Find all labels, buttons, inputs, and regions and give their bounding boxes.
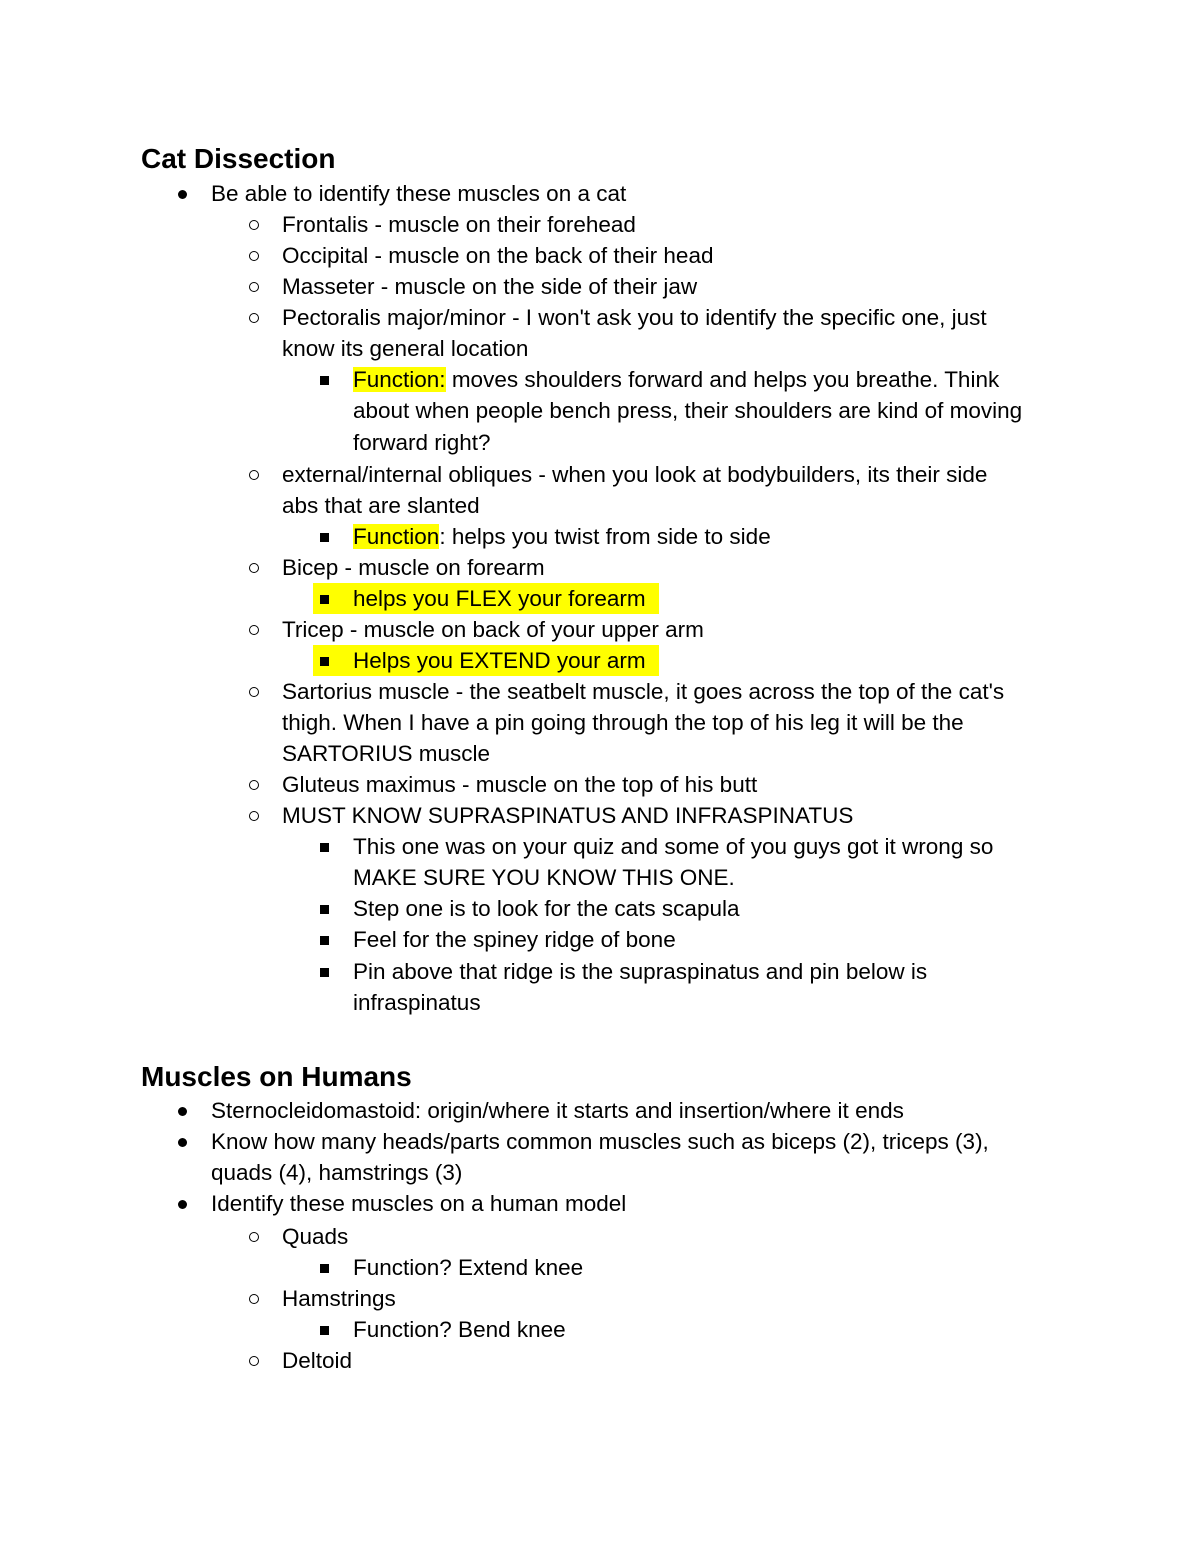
- list-item: Sternocleidomastoid: origin/where it starts and insertion/where it ends: [211, 1095, 904, 1126]
- list-item-continuation: about when people bench press, their shoulders are kind of moving: [353, 398, 1023, 423]
- highlighted-function-label: Function:: [353, 367, 446, 392]
- list-item-continuation: SARTORIUS muscle: [282, 741, 490, 766]
- section-title-cat-dissection: Cat Dissection: [141, 143, 336, 174]
- list-item: Sartorius muscle - the seatbelt muscle, it goes across the top of the cat's: [282, 676, 1004, 707]
- square-bullet-icon: [320, 1326, 329, 1335]
- circle-bullet-icon: [249, 470, 259, 480]
- list-item: Frontalis - muscle on their forehead: [282, 209, 636, 240]
- square-bullet-icon: [320, 843, 329, 852]
- circle-bullet-icon: [249, 687, 259, 697]
- list-item-highlighted: helps you FLEX your forearm: [353, 583, 646, 614]
- circle-bullet-icon: [249, 1356, 259, 1366]
- list-item-continuation: know its general location: [282, 336, 529, 361]
- list-item: Hamstrings: [282, 1283, 396, 1314]
- square-bullet-icon: [320, 376, 329, 385]
- list-item: Identify these muscles on a human model: [211, 1188, 626, 1219]
- list-item: Know how many heads/parts common muscles such as biceps (2), triceps (3),: [211, 1126, 989, 1157]
- list-item: Feel for the spiney ridge of bone: [353, 924, 676, 955]
- list-item: Function: helps you twist from side to side: [353, 521, 771, 552]
- square-bullet-icon: [320, 936, 329, 945]
- list-item: Function: moves shoulders forward and helps you breathe. Think: [353, 364, 999, 395]
- list-item: Bicep - muscle on forearm: [282, 552, 545, 583]
- list-item: MUST KNOW SUPRASPINATUS AND INFRASPINATUS: [282, 800, 853, 831]
- list-item-continuation: infraspinatus: [353, 990, 481, 1015]
- circle-bullet-icon: [249, 251, 259, 261]
- list-item: external/internal obliques - when you look at bodybuilders, its their side: [282, 459, 987, 490]
- list-item-continuation: forward right?: [353, 430, 491, 455]
- list-item: Pectoralis major/minor - I won't ask you to identify the specific one, just: [282, 302, 987, 333]
- bullet-icon: [178, 1200, 187, 1209]
- circle-bullet-icon: [249, 811, 259, 821]
- square-bullet-icon: [320, 533, 329, 542]
- highlighted-function-label: Function: [353, 524, 440, 549]
- list-item: Pin above that ridge is the supraspinatus and pin below is: [353, 956, 927, 987]
- list-item: Tricep - muscle on back of your upper arm: [282, 614, 704, 645]
- square-bullet-icon: [320, 1264, 329, 1273]
- list-item: Step one is to look for the cats scapula: [353, 893, 739, 924]
- list-item: Function? Extend knee: [353, 1252, 583, 1283]
- circle-bullet-icon: [249, 1232, 259, 1242]
- circle-bullet-icon: [249, 313, 259, 323]
- list-item-highlighted: Helps you EXTEND your arm: [353, 645, 646, 676]
- circle-bullet-icon: [249, 220, 259, 230]
- list-item: Deltoid: [282, 1345, 352, 1376]
- bullet-icon: [178, 1107, 187, 1116]
- list-item: Masseter - muscle on the side of their jaw: [282, 271, 697, 302]
- square-bullet-icon: [320, 905, 329, 914]
- list-item-continuation: quads (4), hamstrings (3): [211, 1160, 463, 1185]
- bullet-icon: [178, 1138, 187, 1147]
- circle-bullet-icon: [249, 563, 259, 573]
- list-item: This one was on your quiz and some of you guys got it wrong so: [353, 831, 993, 862]
- list-item-continuation: MAKE SURE YOU KNOW THIS ONE.: [353, 865, 735, 890]
- square-bullet-icon: [320, 968, 329, 977]
- section-title-muscles-on-humans: Muscles on Humans: [141, 1061, 412, 1092]
- list-item: Quads: [282, 1221, 348, 1252]
- square-bullet-icon: [320, 657, 329, 666]
- list-item: Be able to identify these muscles on a cat: [211, 178, 626, 209]
- circle-bullet-icon: [249, 625, 259, 635]
- bullet-icon: [178, 190, 187, 199]
- circle-bullet-icon: [249, 282, 259, 292]
- list-item-continuation: abs that are slanted: [282, 493, 480, 518]
- square-bullet-icon: [320, 595, 329, 604]
- circle-bullet-icon: [249, 780, 259, 790]
- list-item: Gluteus maximus - muscle on the top of his butt: [282, 769, 757, 800]
- list-item: Function? Bend knee: [353, 1314, 566, 1345]
- list-item: Occipital - muscle on the back of their head: [282, 240, 713, 271]
- circle-bullet-icon: [249, 1294, 259, 1304]
- list-item-continuation: thigh. When I have a pin going through the top of his leg it will be the: [282, 710, 964, 735]
